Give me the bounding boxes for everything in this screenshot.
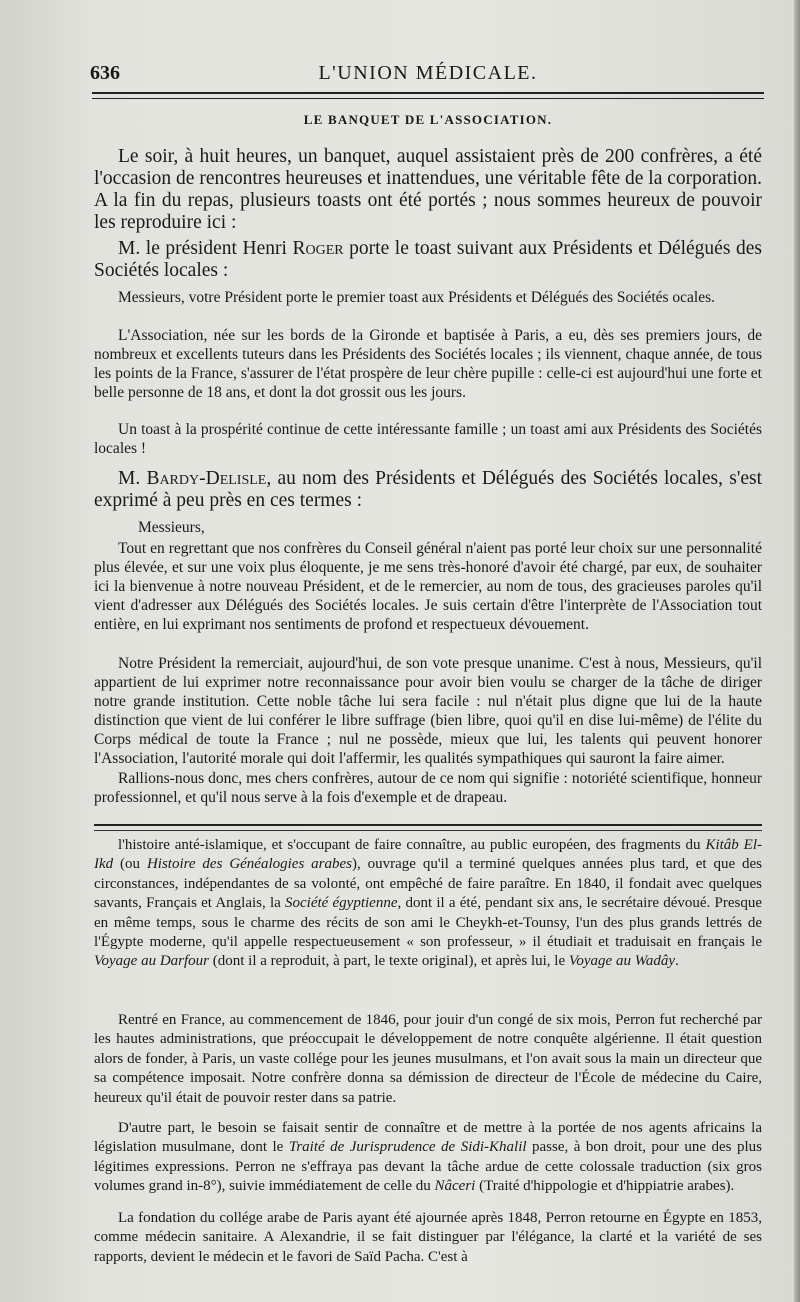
paragraph-banquet: Le soir, à huit heures, un banquet, auquel assistaient près de 200 confrères, a été l'occasion de rencontres heureuses et inattendues, une véritable fête de la corporation. A la fin du repas, plusieurs toasts ont été portés ; nous sommes heureux de pouvoir les reproduire ici : (94, 146, 762, 233)
book-title: Voyage au Wadây (568, 953, 675, 970)
paragraph-perron-works (94, 836, 762, 972)
text-fragment: l'histoire anté-islamique, et s'occupant de faire connaître, au public européen, des fragments du (118, 837, 706, 853)
paragraph-perron-egypt: La fondation du collége arabe de Paris ayant été ajournée après 1848, Perron retourne en Égypte en 1853, comme médecin sanitaire. A Alexandrie, il se fait distinguer par l'élégance, la clarté et la variété de ses rapports, devient le médecin et le favori de Saïd Pacha. C'est à (94, 1210, 762, 1265)
text-fragment: passe, à bon droit, pour une des plus légitimes expressions. Perron ne s'effraya pas devant la tâche ardue de cette colossale traduction (six gros volumes grand in-8°), suivie immédiatement de celle du (94, 1139, 763, 1195)
book-title: Kitâb El-Ikd (94, 837, 762, 873)
salutation: Messieurs, (138, 519, 205, 536)
paragraph-perron-jurisprudence (94, 1119, 762, 1197)
paragraph-perron-return: Rentré en France, au commencement de 1846, pour jouir d'un congé de six mois, Perron fut recherché par les hautes administrations, que préoccupait le développement de notre conquête algérienne. Il était question alors de fonder, à Paris, un vaste collége pour les jeunes musulmans, et l'on avait sous la main un directeur que sa compétence imposait. Notre confrère donna sa démission de directeur de l'École de médecine du Caire, heureux qu'il était de pouvoir rester dans sa patrie. (94, 1012, 762, 1106)
paragraph-bardy-speech-1: Tout en regrettant que nos confrères du Conseil général n'aient pas porté leur choix sur une personnalité plus élevée, et sur une voix plus éloquente, je me sens très-honoré d'avoir été chargé, par eux, de souhaiter ici la bienvenue à notre nouveau Président, et de le remercier, au nom de tous, des gracieuses paroles qu'il vient d'adresser aux Délégués des Sociétés locales. Je suis certain d'être l'interprète de l'Association tout entière, en lui exprimant nos sentiments de profond et respectueux dévouement. (94, 540, 762, 633)
text-fragment: porte le toast suivant aux Présidents et Délégués des Sociétés locales : (94, 238, 762, 281)
text-fragment: (dont il a reproduit, à part, le texte original), et après lui, le (209, 953, 569, 970)
paragraph-association-history: L'Association, née sur les bords de la Gironde et baptisée à Paris, a eu, dès ses premiers jours, de nombreux et excellents tuteurs dans les Présidents des Sociétés locales ; ils viennent, chaque année, de tous les points de la France, s'assurer de l'état prospère de leur chère pupille : celle-ci est aujourd'hui une forte et belle personne de 18 ans, et dont la dot grossit ous les jours. (94, 327, 762, 401)
header-rule (92, 92, 764, 99)
text-fragment: , dont il a été, pendant six ans, le secrétaire dévoué. Presque en même temps, sous le charme des récits de son ami le Cheykh-et-Tounsy, l'un des plus grands lettrés de l'Égypte moderne, qu'il appelle respectueusement « son professeur, » il étudiait et traduisait en français le (94, 895, 762, 951)
society-name: Société égyptienne (285, 895, 398, 912)
text-fragment: M. (118, 468, 147, 489)
text-fragment: . (674, 953, 679, 970)
text-fragment: ), ouvrage qu'il a terminé quelques années plus tard, et que des circonstances, indépendantes de sa volonté, ont empêché de faire paraître. En 1840, il fondait avec quelques savants, Français et Anglais, la (94, 856, 763, 912)
paragraph-bardy-speech-3: Rallions-nous donc, mes chers confrères, autour de ce nom qui signifie : notoriété scientifique, honneur professionnel, et qu'il nous serve à la fois d'exemple et de drapeau. (94, 770, 762, 806)
binding-edge (794, 0, 800, 1302)
paragraph-bardy-speech-2: Notre Président la remerciait, aujourd'hui, de son vote presque unanime. C'est à nous, Messieurs, qu'il appartient de lui exprimer notre reconnaissance pour avoir bien voulu se charger de la tâche de diriger notre grande institution. Cette noble tâche lui sera facile : nul n'était plus digne que lui de la haute distinction que vient de lui conférer le libre suffrage (bien libre, quoi qu'il en dise lui-même) de l'élite du Corps médical de toute la France ; nul ne possède, mieux que lui, les talents qui peuvent honorer l'Association, l'autorité morale qui doit l'affermir, les qualités sympathiques qui sauront la faire aimer. (94, 655, 762, 767)
paragraph-roger-intro (94, 238, 762, 282)
text-fragment: (Traité d'hippologie et d'hippiatrie arabes). (475, 1178, 735, 1195)
page-number: 636 (90, 62, 120, 84)
text-fragment: D'autre part, le besoin se faisait sentir de connaître et de mettre à la portée de nos agents africains la législation musulmane, dont le (94, 1120, 762, 1156)
paragraph-toast-closing: Un toast à la prospérité continue de cette intéressante famille ; un toast ami aux Présidents des Sociétés locales ! (94, 421, 762, 457)
feuilleton-rule (94, 824, 762, 831)
book-title: Nâceri (434, 1178, 476, 1195)
text-fragment: M. le président Henri (118, 238, 293, 259)
book-title: Traité de Jurisprudence de Sidi-Khalil (288, 1139, 527, 1156)
book-title: Histoire des Généalogies arabes (146, 856, 353, 873)
text-fragment: (ou (113, 856, 147, 873)
running-head: L'UNION MÉDICALE. (318, 62, 538, 84)
text-fragment: , au nom des Présidents et Délégués des Sociétés locales, s'est exprimé à peu près en ces termes : (94, 468, 762, 511)
speaker-name: Roger (292, 238, 344, 259)
paragraph-bardy-intro (94, 468, 762, 512)
section-title: LE BANQUET DE L'ASSOCIATION. (303, 112, 553, 127)
page-header (90, 58, 766, 86)
book-title: Voyage au Darfour (94, 953, 209, 970)
speaker-name: Bardy-Delisle (146, 468, 267, 489)
paragraph-toast-opening: Messieurs, votre Président porte le premier toast aux Présidents et Délégués des Sociétés ocales. (118, 289, 716, 306)
